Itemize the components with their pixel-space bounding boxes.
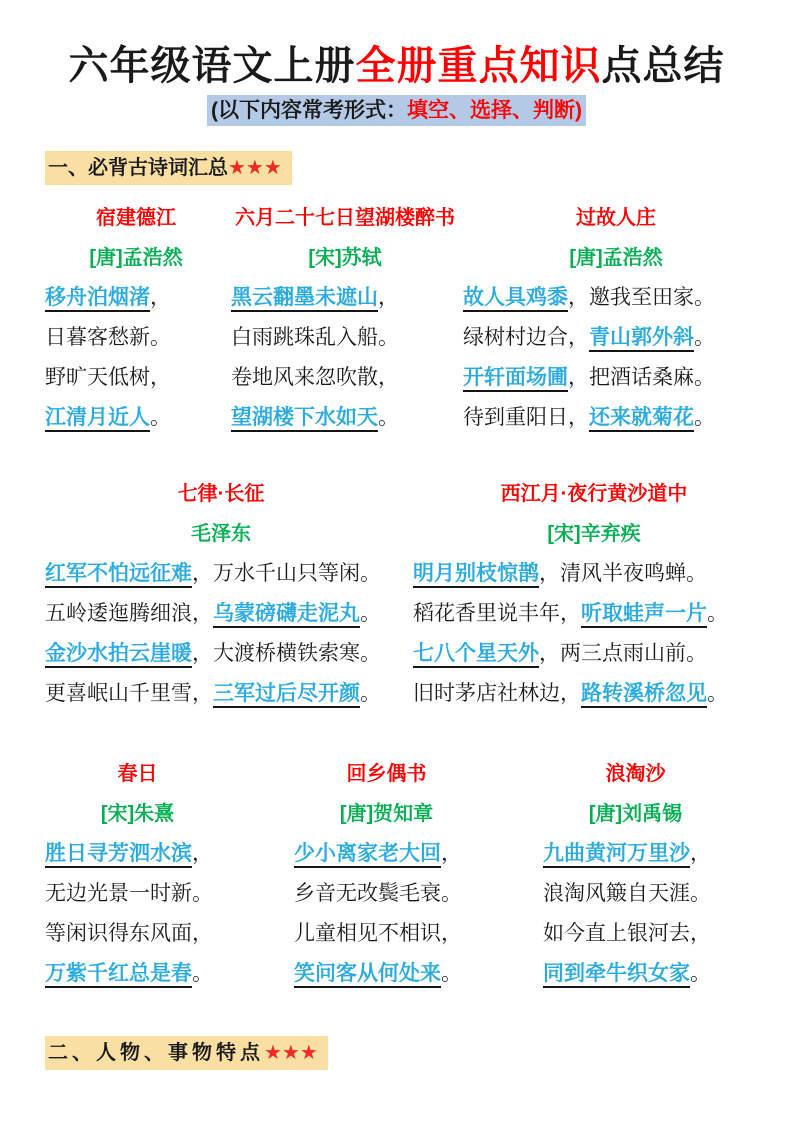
poem-text: 更喜岷山千里雪，	[45, 682, 213, 706]
section-heading-row-2	[45, 1036, 793, 1070]
poem-text: 无边光景一时新。	[45, 882, 213, 906]
poem-text: ，大渡桥横铁索寒。	[192, 642, 381, 666]
poem-line	[231, 318, 459, 358]
poem-title: 浪淘沙	[605, 763, 666, 786]
poem-text: 如今直上银河去，	[543, 922, 711, 946]
poem-key-phrase: 九曲黄河万里沙	[543, 842, 690, 868]
poem-text: 野旷天低树，	[45, 366, 171, 390]
poem-line	[231, 358, 459, 398]
poem-line	[294, 834, 479, 874]
subtitle-text: (以下内容常考形式：	[211, 99, 407, 122]
poem-title: 回乡偶书	[346, 763, 427, 786]
poem-key-phrase: 黑云翻墨未遮山	[231, 286, 378, 312]
poem-text: ，两三点雨山前。	[539, 642, 707, 666]
poem-text: 。	[150, 406, 171, 430]
poem-line	[45, 554, 397, 594]
poem-text: 浪淘风簸自天涯。	[543, 882, 711, 906]
poem-key-phrase: 江清月近人	[45, 406, 150, 432]
poem-line	[413, 674, 775, 714]
poem-text: 旧时茅店社林边，	[413, 682, 581, 706]
poem-text: ，清风半夜鸣蝉。	[539, 562, 707, 586]
page-title-suffix: 点总结	[601, 44, 725, 88]
poem-text: 。	[378, 406, 399, 430]
poem-text: 。	[694, 326, 715, 350]
subtitle-row	[0, 95, 793, 126]
poem-text: 白雨跳珠乱入船。	[231, 326, 399, 350]
page-title	[0, 0, 793, 90]
poem-title: 七律·长征	[177, 483, 265, 506]
poem-text: 待到重阳日，	[463, 406, 589, 430]
poem-text: 儿童相见不相识，	[294, 922, 462, 946]
poem-key-phrase: 胜日寻芳泗水滨	[45, 842, 192, 868]
poem-line	[294, 954, 479, 994]
poem-author: [唐]刘禹锡	[588, 803, 683, 826]
poem-block	[413, 474, 775, 714]
poem-key-phrase: 七八个星天外	[413, 642, 539, 668]
poem-line	[45, 358, 227, 398]
poem-key-phrase: 红军不怕远征难	[45, 562, 192, 588]
poem-text: 绿树村边合，	[463, 326, 589, 350]
poem-text: 。	[694, 406, 715, 430]
poem-key-phrase: 青山郭外斜	[589, 326, 694, 352]
poem-line	[45, 634, 397, 674]
poem-author: [宋]朱熹	[100, 803, 175, 826]
poem-title: 春日	[117, 763, 158, 786]
poem-line	[543, 954, 728, 994]
poem-title: 宿建德江	[96, 207, 176, 230]
poem-line	[543, 874, 728, 914]
poem-text: 五岭逶迤腾细浪，	[45, 602, 213, 626]
poem-line	[231, 398, 459, 438]
poem-line	[45, 398, 227, 438]
poem-line	[45, 674, 397, 714]
poem-line	[45, 834, 230, 874]
poem-text: 。	[360, 602, 381, 626]
poem-key-phrase: 笑问客从何处来	[294, 962, 441, 988]
section-heading-characteristics	[45, 1036, 328, 1070]
poem-block	[463, 198, 769, 438]
poem-text: 。	[707, 682, 728, 706]
poem-text: 。	[360, 682, 381, 706]
poem-key-phrase: 听取蛙声一片	[581, 602, 707, 628]
poem-author: 毛泽东	[191, 523, 251, 546]
poem-author: [宋]苏轼	[308, 247, 382, 270]
poem-line	[45, 278, 227, 318]
poem-key-phrase: 少小离家老大回	[294, 842, 441, 868]
poem-row	[45, 754, 728, 994]
poem-line	[543, 914, 728, 954]
poem-key-phrase: 同到牵牛织女家	[543, 962, 690, 988]
page-title-prefix: 六年级语文上册	[68, 44, 356, 88]
poem-line	[294, 914, 479, 954]
poem-text: 。	[192, 962, 213, 986]
poem-rows	[0, 198, 793, 994]
poem-key-phrase: 万紫千红总是春	[45, 962, 192, 988]
poem-text: ，把酒话桑麻。	[568, 366, 715, 390]
poem-text: ，万水千山只等闲。	[192, 562, 381, 586]
poem-text: ，	[192, 842, 213, 866]
poem-block	[45, 474, 397, 714]
poem-text: 。	[441, 962, 462, 986]
section-heading-row-1	[45, 151, 793, 185]
poem-line	[45, 914, 230, 954]
poem-key-phrase: 三军过后尽开颜	[213, 682, 360, 708]
subtitle-highlight: 填空、选择、判断)	[407, 99, 582, 122]
poem-block	[45, 754, 230, 994]
poem-key-phrase: 移舟泊烟渚	[45, 286, 150, 312]
star-icons: ★★★	[264, 1042, 318, 1065]
poem-line	[294, 874, 479, 914]
poem-text: 。	[690, 962, 711, 986]
poem-key-phrase: 明月别枝惊鹊	[413, 562, 539, 588]
poem-text: 稻花香里说丰年，	[413, 602, 581, 626]
poem-key-phrase: 乌蒙磅礴走泥丸	[213, 602, 360, 628]
poem-text: 。	[707, 602, 728, 626]
poem-key-phrase: 故人具鸡黍	[463, 286, 568, 312]
poem-text: 等闲识得东风面，	[45, 922, 213, 946]
poem-text: ，	[378, 286, 399, 310]
poem-text: ，	[441, 842, 462, 866]
poem-line	[463, 278, 769, 318]
poem-text: ，	[690, 842, 711, 866]
poem-line	[463, 398, 769, 438]
section-heading-poems	[45, 151, 292, 185]
section-heading-label: 二、人物、事物特点	[48, 1042, 264, 1065]
poem-key-phrase: 开轩面场圃	[463, 366, 568, 392]
poem-block	[45, 198, 227, 438]
poem-block	[543, 754, 728, 994]
star-icons: ★★★	[228, 157, 282, 180]
poem-line	[45, 318, 227, 358]
poem-line	[463, 318, 769, 358]
poem-row	[45, 474, 775, 714]
poem-line	[231, 278, 459, 318]
poem-text: ，	[150, 286, 171, 310]
poem-author: [宋]辛弃疾	[547, 523, 641, 546]
poem-key-phrase: 路转溪桥忽见	[581, 682, 707, 708]
poem-author: [唐]孟浩然	[89, 247, 183, 270]
poem-line	[543, 834, 728, 874]
page-title-highlight: 全册重点知识	[355, 44, 602, 88]
poem-key-phrase: 还来就菊花	[589, 406, 694, 432]
section-heading-label: 一、必背古诗词汇总	[48, 157, 228, 180]
poem-line	[45, 594, 397, 634]
subtitle	[207, 95, 586, 126]
poem-text: 乡音无改鬓毛衰。	[294, 882, 462, 906]
poem-line	[45, 954, 230, 994]
poem-block	[231, 198, 459, 438]
poem-key-phrase: 望湖楼下水如天	[231, 406, 378, 432]
poem-row	[45, 198, 769, 438]
poem-line	[413, 594, 775, 634]
poem-title: 过故人庄	[576, 207, 656, 230]
poem-line	[413, 634, 775, 674]
poem-title: 六月二十七日望湖楼醉书	[235, 207, 455, 230]
poem-text: 卷地风来忽吹散，	[231, 366, 399, 390]
poem-line	[413, 554, 775, 594]
poem-text: 日暮客愁新。	[45, 326, 171, 350]
poem-block	[294, 754, 479, 994]
poem-line	[45, 874, 230, 914]
poem-line	[463, 358, 769, 398]
poem-title: 西江月·夜行黄沙道中	[500, 483, 688, 506]
poem-author: [唐]孟浩然	[569, 247, 663, 270]
poem-key-phrase: 金沙水拍云崖暖	[45, 642, 192, 668]
poem-text: ，邀我至田家。	[568, 286, 715, 310]
poem-author: [唐]贺知章	[339, 803, 434, 826]
